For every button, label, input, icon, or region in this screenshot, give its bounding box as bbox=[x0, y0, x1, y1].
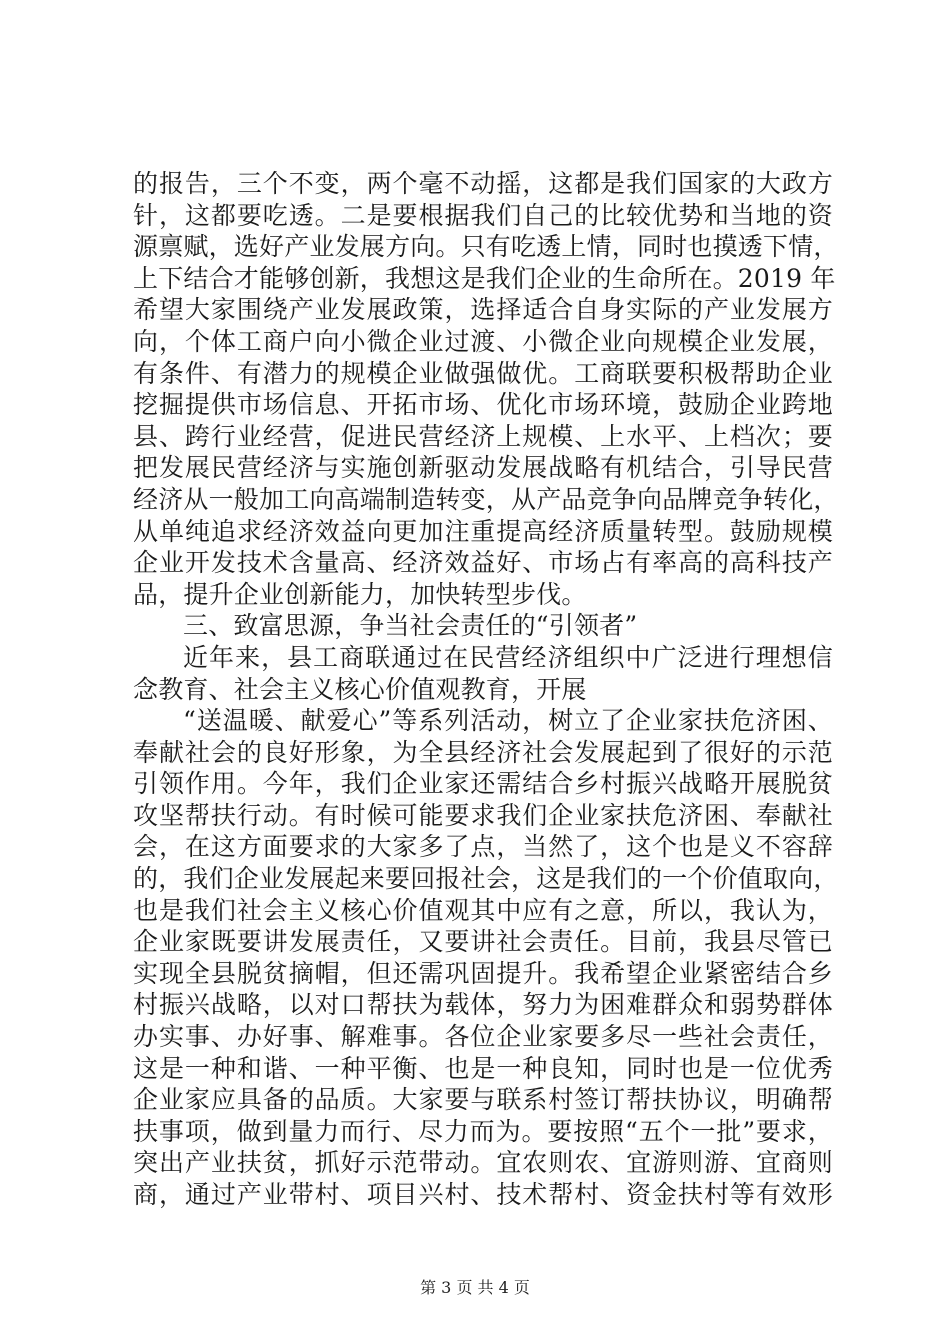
text-line: 近年来，县工商联通过在民营经济组织中广泛进行理想信 bbox=[183, 642, 833, 672]
text-line: 扶事项，做到量力而行、尽力而为。要按照“五个一批”要求， bbox=[133, 1116, 833, 1146]
text-line: 奉献社会的良好形象，为全县经济社会发展起到了很好的示范 bbox=[133, 737, 833, 767]
text-line: 从单纯追求经济效益向更加注重提高经济质量转型。鼓励规模 bbox=[133, 516, 833, 546]
text-line: 品，提升企业创新能力，加快转型步伐。 bbox=[133, 579, 587, 609]
text-line: 三、致富思源，争当社会责任的“引领者” bbox=[183, 611, 638, 641]
text-line: 向，个体工商户向小微企业过渡、小微企业向规模企业发展， bbox=[133, 326, 833, 356]
text-line: 企业开发技术含量高、经济效益好、市场占有率高的高科技产 bbox=[133, 548, 833, 578]
text-line: 引领作用。今年，我们企业家还需结合乡村振兴战略开展脱贫 bbox=[133, 769, 833, 799]
text-line: 挖掘提供市场信息、开拓市场、优化市场环境，鼓励企业跨地 bbox=[133, 390, 833, 420]
text-line: 有条件、有潜力的规模企业做强做优。工商联要积极帮助企业 bbox=[133, 358, 833, 388]
text-line: 的报告，三个不变，两个毫不动摇，这都是我们国家的大政方 bbox=[133, 169, 833, 198]
text-line: 企业家既要讲发展责任，又要讲社会责任。目前，我县尽管已 bbox=[133, 927, 833, 957]
text-line: “送温暖、献爱心”等系列活动，树立了企业家扶危济困、 bbox=[183, 706, 833, 736]
text-line: 企业家应具备的品质。大家要与联系村签订帮扶协议，明确帮 bbox=[133, 1085, 833, 1115]
text-line: 把发展民营经济与实施创新驱动发展战略有机结合，引导民营 bbox=[133, 453, 833, 483]
text-line: 念教育、社会主义核心价值观教育，开展 bbox=[133, 674, 587, 704]
text-line: 攻坚帮扶行动。有时候可能要求我们企业家扶危济困、奉献社 bbox=[133, 800, 833, 830]
text-line: 村振兴战略，以对口帮扶为载体，努力为困难群众和弱势群体 bbox=[133, 990, 833, 1020]
page-number-footer: 第 3 页 共 4 页 bbox=[420, 1278, 530, 1297]
text-line: 针，这都要吃透。二是要根据我们自己的比较优势和当地的资 bbox=[133, 200, 833, 230]
text-line: 上下结合才能够创新，我想这是我们企业的生命所在。2019 年 bbox=[133, 263, 836, 293]
text-line: 商，通过产业带村、项目兴村、技术帮村、资金扶村等有效形 bbox=[133, 1180, 833, 1209]
text-line: 实现全县脱贫摘帽，但还需巩固提升。我希望企业紧密结合乡 bbox=[133, 958, 833, 988]
text-line: 会，在这方面要求的大家多了点，当然了，这个也是义不容辞 bbox=[133, 832, 833, 862]
text-line: 源禀赋，选好产业发展方向。只有吃透上情，同时也摸透下情， bbox=[133, 232, 839, 262]
text-line: 办实事、办好事、解难事。各位企业家要多尽一些社会责任， bbox=[133, 1022, 833, 1052]
text-line: 希望大家围绕产业发展政策，选择适合自身实际的产业发展方 bbox=[133, 295, 833, 325]
text-line: 经济从一般加工向高端制造转变，从产品竞争向品牌竞争转化， bbox=[133, 484, 839, 514]
text-line: 突出产业扶贫，抓好示范带动。宜农则农、宜游则游、宜商则 bbox=[133, 1148, 833, 1178]
text-line: 的，我们企业发展起来要回报社会，这是我们的一个价值取向， bbox=[133, 864, 839, 894]
text-line: 县、跨行业经营，促进民营经济上规模、上水平、上档次；要 bbox=[133, 421, 833, 451]
text-line: 这是一种和谐、一种平衡、也是一种良知，同时也是一位优秀 bbox=[133, 1053, 833, 1083]
body-text bbox=[133, 168, 839, 1211]
text-line: 也是我们社会主义核心价值观其中应有之意，所以，我认为， bbox=[133, 895, 833, 925]
